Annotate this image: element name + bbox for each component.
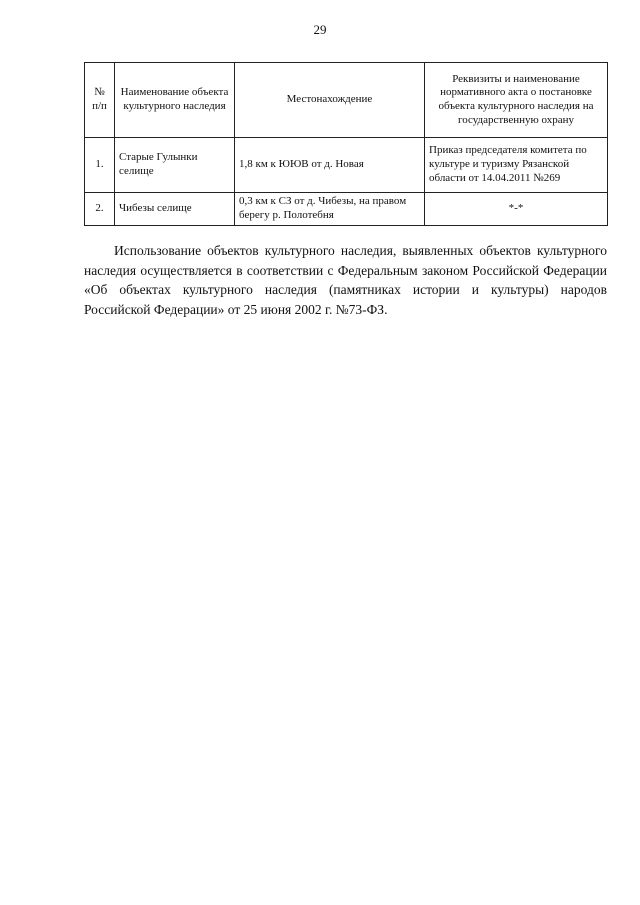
object-name: Чибезы селище <box>115 193 235 226</box>
table-header-row <box>85 63 608 138</box>
header-object-name: Наименование объекта культурного наследия <box>115 63 235 138</box>
object-location: 1,8 км к ЮЮВ от д. Новая <box>235 138 425 193</box>
body-paragraph: Использование объектов культурного наследия, выявленных объектов культурного наследия осуществляется в соответствии с Федеральным законом Российской Федерации «Об объектах культурного наследия (памятниках истории и культуры) народов Российской Федерации» от 25 июня 2002 г. №73-ФЗ. <box>84 243 607 317</box>
table-row <box>85 193 608 226</box>
normative-act: Приказ председателя комитета по культуре и туризму Рязанской области от 14.04.2011 №269 <box>425 138 608 193</box>
row-number: 1. <box>85 138 115 193</box>
header-normative-act: Реквизиты и наименование нормативного акта о постановке объекта культурного наследия на государственную охрану <box>425 63 608 138</box>
object-name: Старые Гулынки селище <box>115 138 235 193</box>
header-location: Местонахождение <box>235 63 425 138</box>
table-row <box>85 138 608 193</box>
heritage-objects-table <box>84 62 608 226</box>
page-number: 29 <box>313 22 327 37</box>
row-number: 2. <box>85 193 115 226</box>
normative-act: *-* <box>425 193 608 226</box>
object-location: 0,3 км к СЗ от д. Чибезы, на правом берегу р. Полотебня <box>235 193 425 226</box>
header-number: № п/п <box>85 63 115 138</box>
